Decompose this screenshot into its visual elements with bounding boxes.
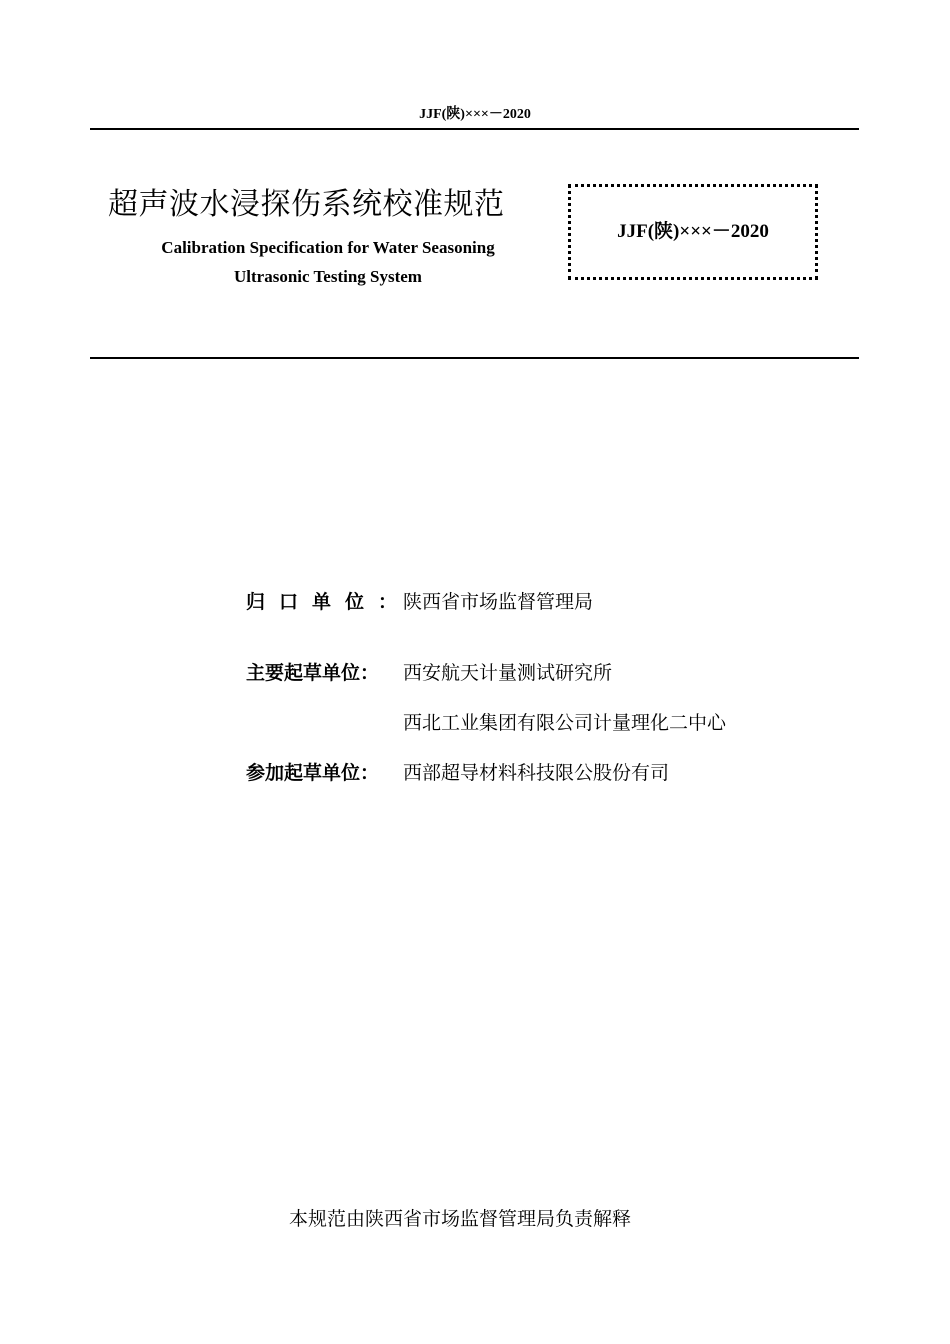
participating-unit-value: 西部超导材料科技限公股份有司 <box>403 762 670 784</box>
participating-unit-row <box>246 759 669 787</box>
title-english-line-1: Calibration Specification for Water Seasoning <box>161 238 495 257</box>
participating-unit-label: 参加起草单位： <box>246 762 380 784</box>
responsible-unit-row <box>246 588 593 616</box>
document-code-box-text: JJF(陕)×××－2020 <box>617 221 769 242</box>
responsible-unit-label: 归口单位： <box>246 591 412 613</box>
main-drafting-unit-label: 主要起草单位： <box>246 662 380 684</box>
responsible-unit-value: 陕西省市场监督管理局 <box>403 591 594 613</box>
title-english <box>108 233 548 291</box>
title-english-line-2: Ultrasonic Testing System <box>234 267 422 286</box>
title-divider <box>90 357 859 359</box>
footer-interpretation-note: 本规范由陕西省市场监督管理局负责解释 <box>288 1208 631 1230</box>
title-chinese: 超声波水浸探伤系统校准规范 <box>108 187 505 222</box>
main-drafting-unit-row-2 <box>246 709 726 737</box>
document-code-box <box>568 184 818 280</box>
main-drafting-unit-row <box>246 659 612 687</box>
main-drafting-unit-value-2: 西北工业集团有限公司计量理化二中心 <box>403 712 727 734</box>
main-drafting-unit-value-1: 西安航天计量测试研究所 <box>403 662 613 684</box>
header-document-code: JJF(陕)×××－2020 <box>419 107 531 122</box>
header-divider <box>90 128 859 130</box>
